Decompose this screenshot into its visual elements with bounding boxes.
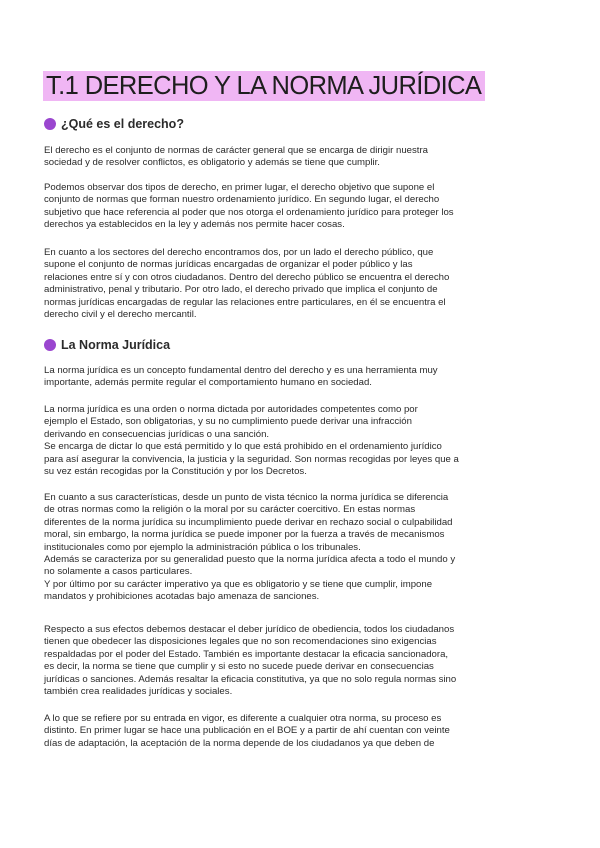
text-line: supone el conjunto de normas jurídicas encargadas de organizar el poder público y las bbox=[44, 259, 413, 271]
section-heading-label: ¿Qué es el derecho? bbox=[61, 117, 184, 131]
paragraph bbox=[44, 492, 564, 604]
text-line: administrativo, penal y tributario. Por otro lado, el derecho privado que implica el conjunto de bbox=[44, 284, 438, 296]
text-line: relaciones entre sí y con otros ciudadanos. Dentro del derecho público se encuentra el derecho bbox=[44, 271, 450, 283]
text-line: Respecto a sus efectos debemos destacar el deber jurídico de obediencia, todos los ciudadanos bbox=[44, 624, 455, 635]
text-line: diferentes de la norma jurídica su incumplimiento puede derivar en rechazo social o culpabilidad bbox=[44, 516, 453, 528]
text-line: es decir, la norma se tiene que cumplir y si esto no sucede puede derivar en consecuencias bbox=[44, 661, 434, 673]
text-line: ejemplo el Estado, son obligatorias, y su no cumplimiento puede derivar una infracción bbox=[44, 416, 412, 428]
text-line: Se encarga de dictar lo que está permitido y lo que está prohibido en el ordenamiento jurídico bbox=[44, 441, 442, 453]
text-line: derecho civil y el derecho mercantil. bbox=[44, 309, 197, 321]
page-title: T.1 DERECHO Y LA NORMA JURÍDICA bbox=[43, 71, 485, 101]
text-line: En cuanto a sus características, desde un punto de vista técnico la norma jurídica se diferencia bbox=[44, 492, 449, 503]
text-line: de otras normas como la religión o la moral por su carácter coercitivo. En estas normas bbox=[44, 504, 416, 516]
section-heading-label: La Norma Jurídica bbox=[61, 338, 171, 352]
text-line: sociedad y de resolver conflictos, es obligatorio y además se tiene que cumplir. bbox=[44, 157, 380, 169]
text-line: jurídicas o sanciones. Además resaltar la eficacia constitutiva, ya que no solo regula normas sino bbox=[44, 673, 457, 685]
text-line: conjunto de normas que forman nuestro ordenamiento jurídico. En segundo lugar, el derecho bbox=[44, 194, 440, 206]
text-line: El derecho es el conjunto de normas de carácter general que se encarga de dirigir nuestra bbox=[44, 145, 428, 156]
text-line: también crea realidades jurídicas y sociales. bbox=[44, 686, 233, 698]
paragraph bbox=[44, 182, 564, 232]
section-heading-norma bbox=[44, 338, 170, 352]
paragraph bbox=[44, 624, 564, 698]
text-line: institucionales como por ejemplo la administración pública o los tribunales. bbox=[44, 541, 361, 553]
text-line: moral, sin embargo, la norma jurídica se puede imponer por la fuerza a través de mecanismos bbox=[44, 529, 445, 541]
paragraph bbox=[44, 404, 564, 478]
text-line: A lo que se refiere por su entrada en vigor, es diferente a cualquier otra norma, su proceso es bbox=[44, 713, 442, 724]
text-line: días de adaptación, la aceptación de la norma depende de los ciudadanos ya que deben de bbox=[44, 737, 435, 749]
text-line: mandatos y prohibiciones acotadas bajo amenaza de sanciones. bbox=[44, 591, 320, 603]
text-line: Además se caracteriza por su generalidad puesto que la norma jurídica afecta a todo el mundo y bbox=[44, 554, 456, 566]
text-line: Y por último por su carácter imperativo ya que es obligatorio y se tiene que cumplir, impone bbox=[44, 578, 433, 590]
purple-circle-icon bbox=[44, 339, 56, 351]
text-line: para así asegurar la convivencia, la justicia y la seguridad. Son normas recogidas por leyes que a bbox=[44, 453, 459, 465]
paragraph bbox=[44, 145, 564, 170]
purple-circle-icon bbox=[44, 118, 56, 130]
text-line: importante, además permite regular el comportamiento humano en sociedad. bbox=[44, 377, 372, 389]
text-line: derechos ya establecidos en la ley y además nos permite hacer cosas. bbox=[44, 219, 345, 231]
text-line: normas jurídicas encargadas de regular las relaciones entre particulares, en él se encuentra el bbox=[44, 296, 446, 308]
text-line: subjetivo que hace referencia al poder que nos otorga el ordenamiento jurídico para proteger los bbox=[44, 206, 454, 218]
paragraph bbox=[44, 365, 564, 390]
text-line: su vez están recogidas por la Constitución y por los Decretos. bbox=[44, 466, 307, 478]
text-line: tienen que obedecer las disposiciones legales que no son recomendaciones sino exigencias bbox=[44, 636, 437, 648]
paragraph bbox=[44, 247, 564, 321]
paragraph bbox=[44, 713, 564, 750]
text-line: La norma jurídica es un concepto fundamental dentro del derecho y es una herramienta muy bbox=[44, 365, 438, 376]
text-line: distinto. En primer lugar se hace una publicación en el BOE y a partir de ahí cuentan con veinte bbox=[44, 725, 450, 737]
section-heading-derecho bbox=[44, 117, 184, 131]
text-line: respaldadas por el poder del Estado. También es importante destacar la eficacia sancionadora, bbox=[44, 648, 449, 660]
text-line: no solamente a casos particulares. bbox=[44, 566, 193, 578]
text-line: En cuanto a los sectores del derecho encontramos dos, por un lado el derecho público, que bbox=[44, 247, 434, 258]
text-line: Podemos observar dos tipos de derecho, en primer lugar, el derecho objetivo que supone el bbox=[44, 182, 435, 193]
text-line: derivando en consecuencias jurídicas o una sanción. bbox=[44, 428, 270, 440]
text-line: La norma jurídica es una orden o norma dictada por autoridades competentes como por bbox=[44, 404, 418, 415]
